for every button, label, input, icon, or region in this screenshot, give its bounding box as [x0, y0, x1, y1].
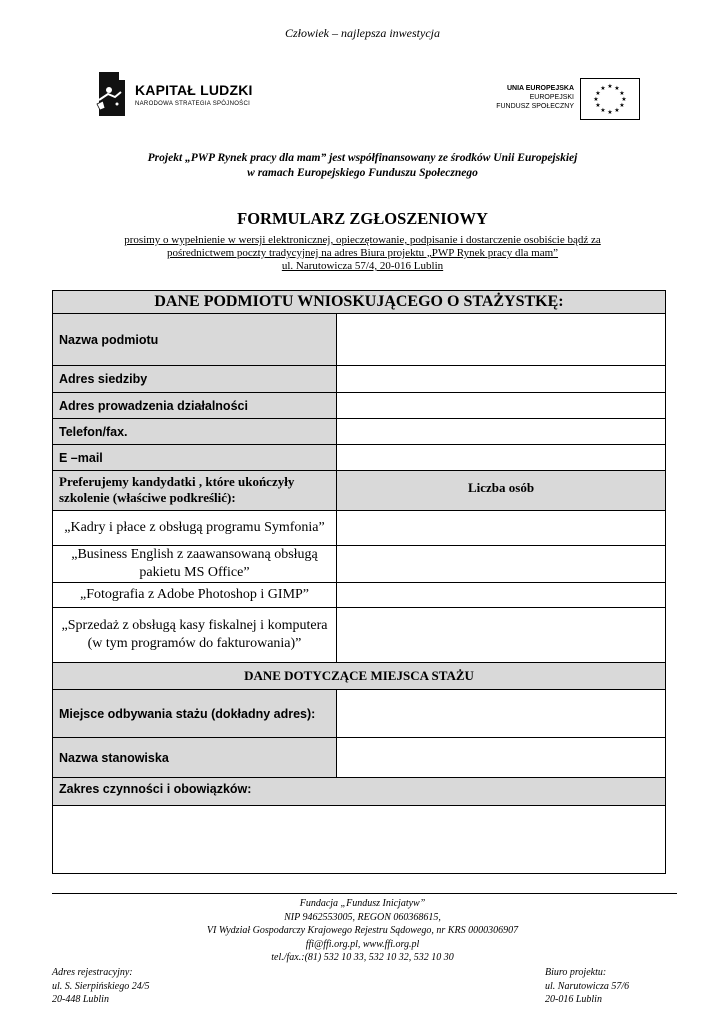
section-internship-place-header: DANE DOTYCZĄCE MIEJSCA STAŻU — [53, 663, 666, 690]
label-preferred-candidates: Preferujemy kandydatki , które ukończyły szkolenie (właściwe podkreślić): — [53, 471, 337, 511]
svg-text:★: ★ — [600, 108, 606, 114]
footer-email-www: ffi@ffi.org.pl, www.ffi.org.pl — [305, 938, 420, 950]
section-applicant-header: DANE PODMIOTU WNIOSKUJĄCEGO O STAŻYSTKĘ: — [53, 291, 666, 314]
footer-project-office — [545, 966, 629, 1007]
field-seat-address[interactable] — [337, 366, 666, 393]
footer-nip-regon: NIP 9462553005, REGON 060368615, — [284, 911, 441, 923]
eu-logo-line2: EUROPEJSKI — [529, 94, 574, 101]
field-position-name[interactable] — [337, 738, 666, 778]
svg-text:★: ★ — [595, 91, 601, 97]
field-entity-name[interactable] — [337, 314, 666, 366]
form-title: FORMULARZ ZGŁOSZENIOWY — [237, 209, 488, 228]
field-business-address[interactable] — [337, 393, 666, 419]
kapital-ludzki-title: KAPITAŁ LUDZKI — [135, 82, 253, 98]
svg-text:★: ★ — [619, 103, 625, 109]
svg-text:★: ★ — [607, 110, 613, 116]
footer-left-street: ul. S. Sierpińskiego 24/5 — [52, 980, 150, 992]
label-position-name: Nazwa stanowiska — [53, 738, 337, 778]
course-option-1[interactable]: „Kadry i płace z obsługą programu Symfonia” — [53, 511, 337, 546]
svg-text:★: ★ — [614, 108, 620, 114]
project-cofinancing-note — [0, 151, 725, 181]
field-phone-fax[interactable] — [337, 419, 666, 445]
svg-text:★: ★ — [600, 86, 606, 92]
field-duties-scope[interactable] — [53, 806, 666, 874]
footer-left-city: 20-448 Lublin — [52, 994, 109, 1005]
label-phone-fax: Telefon/fax. — [53, 419, 337, 445]
label-business-address: Adres prowadzenia działalności — [53, 393, 337, 419]
footer-foundation-name: Fundacja „Fundusz Inicjatyw” — [299, 898, 426, 909]
label-number-of-people: Liczba osób — [337, 471, 666, 511]
application-form-table — [52, 290, 666, 874]
field-count-course-4[interactable] — [337, 608, 666, 663]
label-email: E –mail — [53, 445, 337, 471]
footer-divider — [52, 893, 677, 894]
footer-right-city: 20-016 Lublin — [545, 994, 602, 1005]
footer-foundation-info — [0, 897, 725, 965]
eu-logo — [490, 78, 640, 120]
course-option-4[interactable]: „Sprzedaż z obsługą kasy fiskalnej i komputera (w tym programów do fakturowania)” — [53, 608, 337, 663]
header-motto: Człowiek – najlepsza inwestycja — [285, 26, 440, 40]
label-internship-address: Miejsce odbywania stażu (dokładny adres): — [53, 690, 337, 738]
project-line-2: w ramach Europejskiego Funduszu Społecznego — [247, 167, 478, 179]
svg-text:★: ★ — [621, 97, 627, 103]
eu-logo-text — [496, 84, 574, 111]
svg-text:★: ★ — [619, 91, 625, 97]
instructions-line-2: pośrednictwem poczty tradycyjnej na adres Biura projektu „PWP Rynek pracy dla mam” — [166, 247, 559, 259]
eu-logo-line1: UNIA EUROPEJSKA — [506, 85, 574, 92]
eu-logo-line3: FUNDUSZ SPOŁECZNY — [496, 103, 574, 110]
kapital-ludzki-subtitle: NARODOWA STRATEGIA SPÓJNOŚCI — [135, 101, 251, 107]
label-seat-address: Adres siedziby — [53, 366, 337, 393]
svg-text:★: ★ — [607, 84, 613, 90]
field-count-course-1[interactable] — [337, 511, 666, 546]
label-entity-name: Nazwa podmiotu — [53, 314, 337, 366]
course-option-2[interactable]: „Business English z zaawansowaną obsługą pakietu MS Office” — [53, 546, 337, 583]
field-internship-address[interactable] — [337, 690, 666, 738]
footer-krs: VI Wydział Gospodarczy Krajowego Rejestru Sądowego, nr KRS 0000306907 — [206, 925, 519, 936]
eu-flag-icon — [580, 78, 640, 120]
footer-right-street: ul. Narutowicza 57/6 — [545, 980, 630, 992]
project-line-1: Projekt „PWP Rynek pracy dla mam” jest współfinansowany ze środków Unii Europejskiej — [147, 152, 578, 164]
instructions-line-3: ul. Narutowicza 57/4, 20-016 Lublin — [281, 260, 444, 272]
footer-registration-address — [52, 966, 150, 1007]
kapital-ludzki-logo — [95, 70, 265, 120]
svg-text:★: ★ — [593, 97, 599, 103]
kapital-ludzki-mark-icon — [95, 70, 129, 118]
svg-text:★: ★ — [614, 86, 620, 92]
field-count-course-3[interactable] — [337, 583, 666, 608]
footer-phone: tel./fax.:(81) 532 10 33, 532 10 32, 532 10 30 — [271, 952, 454, 963]
instructions-line-1: prosimy o wypełnienie w wersji elektronicznej, opieczętowanie, podpisanie i dostarczenie osobiście bądź za — [124, 234, 601, 246]
label-duties-scope: Zakres czynności i obowiązków: — [53, 778, 666, 806]
svg-text:★: ★ — [595, 103, 601, 109]
field-email[interactable] — [337, 445, 666, 471]
form-instructions — [60, 234, 665, 273]
footer-left-label: Adres rejestracyjny: — [52, 967, 133, 978]
field-count-course-2[interactable] — [337, 546, 666, 583]
course-option-3[interactable]: „Fotografia z Adobe Photoshop i GIMP” — [53, 583, 337, 608]
footer-right-label: Biuro projektu: — [545, 967, 607, 978]
